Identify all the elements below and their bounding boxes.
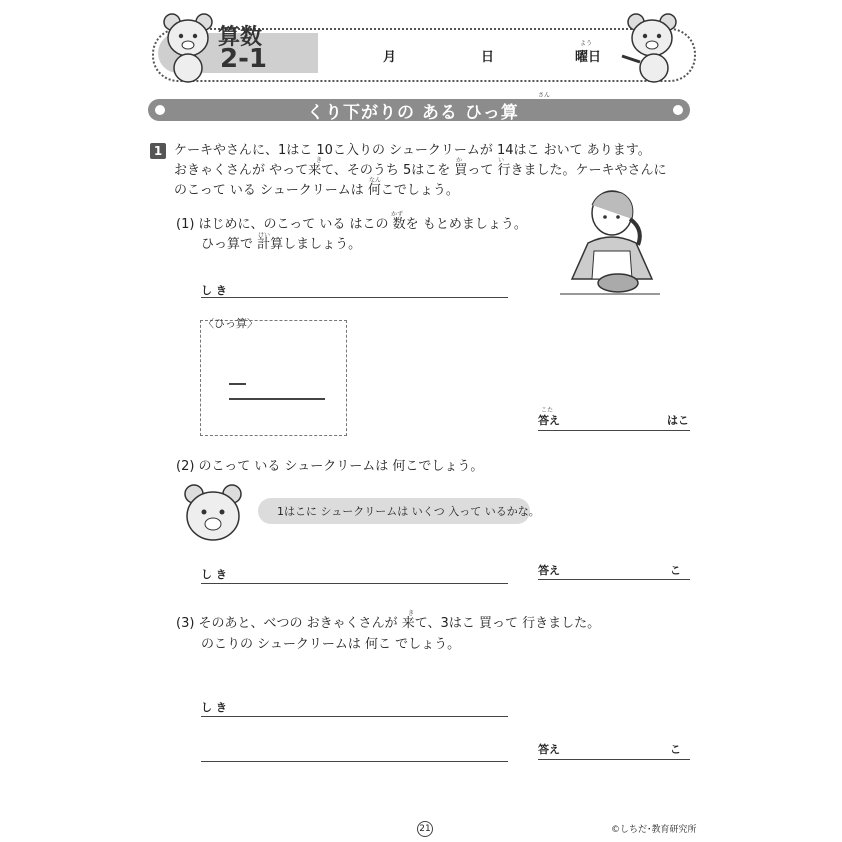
month-label: 月 bbox=[383, 50, 397, 65]
copyright: ©しちだ･教育研究所 bbox=[611, 825, 697, 835]
bear-hint-illustration bbox=[180, 482, 248, 546]
q3-shiki-label: し き bbox=[201, 701, 227, 714]
q3-shiki-line-1[interactable] bbox=[201, 716, 508, 717]
problem-ruby-nan: なん bbox=[369, 177, 382, 184]
baker-illustration bbox=[560, 185, 670, 300]
q2-answer-unit: こ bbox=[670, 564, 681, 577]
q1-hissan-minus bbox=[229, 383, 246, 385]
unit-number: 2-1 bbox=[220, 44, 267, 74]
bear-left-illustration bbox=[160, 12, 218, 84]
problem-ruby-ka: か bbox=[456, 157, 463, 164]
q1-hissan-box[interactable] bbox=[200, 320, 347, 436]
day-label: 日 bbox=[481, 50, 495, 65]
weekday-label: 曜日 bbox=[575, 50, 602, 65]
hint-bubble-text: 1はこに シュークリームは いくつ 入って いるかな。 bbox=[277, 505, 540, 518]
q3-shiki-line-2[interactable] bbox=[201, 761, 508, 762]
page-title: くり下がりの ある ひっ算 bbox=[307, 103, 519, 123]
q2-line: (2) のこって いる シュークリームは 何こでしょう。 bbox=[176, 459, 484, 474]
title-ruby: さん bbox=[538, 92, 551, 99]
q2-shiki-label: し き bbox=[201, 568, 227, 581]
q1-ruby-kazu: かず bbox=[391, 211, 404, 218]
q1-ruby-kei: けい bbox=[258, 232, 271, 239]
q1-shiki-line[interactable] bbox=[201, 297, 508, 298]
q1-hissan-result-line bbox=[229, 398, 325, 400]
q3-answer-unit: こ bbox=[670, 743, 681, 756]
subject-label: 算数 bbox=[218, 25, 263, 50]
page-number: 21 bbox=[417, 821, 433, 837]
q3-answer-line[interactable] bbox=[538, 759, 690, 760]
q1-shiki-label: し き bbox=[201, 284, 227, 297]
q2-answer-label: 答え bbox=[538, 564, 560, 577]
q2-answer-line[interactable] bbox=[538, 579, 690, 580]
q2-shiki-line[interactable] bbox=[201, 583, 508, 584]
problem-ruby-i: い bbox=[498, 157, 505, 164]
q3-line-2: のこりの シュークリームは 何こ でしょう。 bbox=[201, 637, 461, 652]
bear-right-illustration bbox=[618, 12, 682, 84]
problem-line-3: のこって いる シュークリームは 何こでしょう。 bbox=[174, 183, 459, 198]
problem-line-2: おきゃくさんが やって来て、そのうち 5はこを 買って 行きました。ケーキやさんに bbox=[174, 163, 667, 178]
q3-line-1: (3) そのあと、べつの おきゃくさんが 来て、3はこ 買って 行きました。 bbox=[176, 616, 601, 631]
q3-answer-label: 答え bbox=[538, 743, 560, 756]
q1-answer-label: 答え bbox=[538, 414, 560, 427]
q1-hissan-label: 〈ひっ算〉 bbox=[203, 317, 258, 330]
problem-line-1: ケーキやさんに、1はこ 10こ入りの シュークリームが 14はこ おいて あります。 bbox=[174, 143, 651, 158]
q1-answer-unit: はこ bbox=[667, 414, 689, 427]
q1-line-1: (1) はじめに、のこって いる はこの 数を もとめましょう。 bbox=[176, 217, 527, 232]
problem-ruby-ki: き bbox=[316, 157, 323, 164]
q1-answer-line[interactable] bbox=[538, 430, 690, 431]
weekday-ruby: よう bbox=[580, 40, 593, 47]
title-bar-dot-left bbox=[155, 105, 165, 115]
q3-ruby-ki: き bbox=[408, 610, 415, 617]
q1-line-2: ひっ算で 計算しましょう。 bbox=[201, 237, 362, 252]
title-bar-dot-right bbox=[673, 105, 683, 115]
problem-number: 1 bbox=[150, 143, 166, 159]
q1-answer-ruby: こた bbox=[541, 407, 554, 414]
